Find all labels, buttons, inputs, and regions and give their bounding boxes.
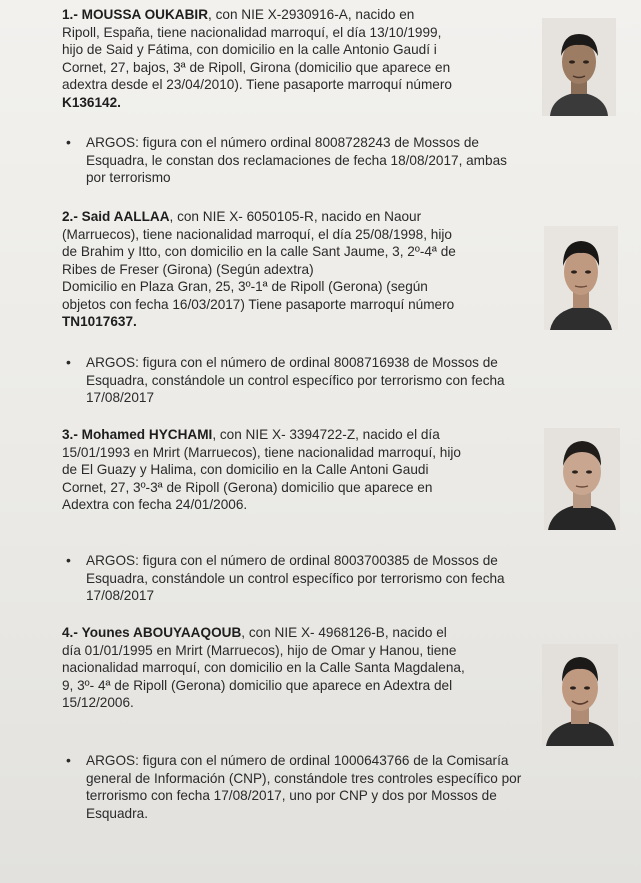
record-1-line-4: adextra desde el 23/04/2010). Tiene pasaporte marroquí número [62, 77, 452, 92]
record-4-argos-line-1: general de Información (CNP), constándole tres controles específico por [86, 770, 522, 786]
record-3-argos-line-1: Esquadra, constándole un control específico por terrorismo con fecha [86, 570, 505, 586]
record-3-line-3: Cornet, 27, 3º-3ª de Ripoll (Gerona) domicilio que aparece en [62, 479, 433, 495]
portrait-photo-icon [544, 428, 620, 530]
record-2-number: 2.- [62, 209, 78, 224]
record-3-argos-line-2: 17/08/2017 [86, 588, 155, 603]
record-2-line-2: de Brahim y Itto, con domicilio en la calle Sant Jaume, 3, 2º-4ª de [62, 244, 456, 259]
record-4-number: 4.- [62, 625, 78, 640]
record-1-photo [542, 18, 616, 116]
record-4-argos-line-0: ARGOS: figura con el número de ordinal 1000643766 de la Comisaría [86, 753, 509, 768]
record-3-line-1: 15/01/1993 en Mrirt (Marruecos), tiene nacionalidad marroquí, hijo [62, 444, 461, 460]
record-2-argos-line-1: Esquadra, constándole un control específico por terrorismo con fecha [86, 372, 505, 388]
record-3-line-4: Adextra con fecha 24/01/2006. [62, 497, 248, 512]
record-1-argos [66, 134, 616, 187]
bullet-icon: • [66, 354, 71, 370]
record-1-passport: K136142. [62, 94, 121, 110]
record-4-name: Younes ABOUYAAQOUB [81, 625, 242, 640]
record-1-argos-line-0: ARGOS: figura con el número ordinal 8008728243 de Mossos de [86, 135, 479, 150]
record-2-name: Said AALLAA [81, 209, 170, 224]
record-4 [62, 624, 622, 821]
record-4-line-2: nacionalidad marroquí, con domicilio en la Calle Santa Magdalena, [62, 660, 465, 675]
bullet-icon: • [66, 134, 71, 150]
record-1-argos-line-2: por terrorismo [86, 170, 171, 185]
record-3 [62, 426, 622, 603]
record-4-argos [66, 752, 616, 822]
record-1-paragraph [62, 6, 524, 111]
record-4-line-1: día 01/01/1995 en Mrirt (Marruecos), hijo de Omar y Hanou, tiene [62, 642, 457, 658]
record-3-number: 3.- [62, 427, 78, 442]
record-2-passport: TN1017637. [62, 314, 137, 329]
record-4-line-4: 15/12/2006. [62, 695, 134, 710]
record-2-argos [66, 354, 616, 407]
record-1-line-0: , con NIE X-2930916-A, nacido en [208, 7, 415, 22]
bullet-icon: • [66, 752, 71, 768]
record-1-name: MOUSSA OUKABIR [81, 7, 209, 22]
record-3-argos-line-0: ARGOS: figura con el número de ordinal 8003700385 de Mossos de [86, 553, 498, 568]
record-2-photo [544, 226, 618, 330]
record-1-number: 1.- [62, 7, 78, 22]
record-2-line-0: , con NIE X- 6050105-R, nacido en Naour [169, 209, 422, 224]
record-4-argos-line-3: Esquadra. [86, 805, 148, 821]
record-2-line-5: objetos con fecha 16/03/2017) Tiene pasaporte marroquí número [62, 296, 455, 312]
record-4-argos-line-2: terrorismo con fecha 17/08/2017, uno por CNP y dos por Mossos de [86, 788, 497, 803]
record-2-paragraph [62, 208, 524, 331]
record-3-photo [544, 428, 620, 530]
record-3-paragraph [62, 426, 524, 514]
record-3-line-0: , con NIE X- 3394722-Z, nacido el día [212, 427, 440, 442]
record-4-line-3: 9, 3º- 4ª de Ripoll (Gerona) domicilio que aparece en Adextra del [62, 677, 453, 693]
record-1-line-1: Ripoll, España, tiene nacionalidad marroquí, el día 13/10/1999, [62, 24, 442, 40]
record-1 [62, 6, 622, 185]
record-2-argos-line-2: 17/08/2017 [86, 390, 155, 405]
record-2-line-1: (Marruecos), tiene nacionalidad marroquí, el día 25/08/1998, hijo [62, 226, 452, 242]
record-4-photo [542, 644, 618, 746]
portrait-photo-icon [544, 226, 618, 330]
record-1-argos-line-1: Esquadra, le constan dos reclamaciones de fecha 18/08/2017, ambas [86, 152, 507, 168]
record-2-argos-line-0: ARGOS: figura con el número de ordinal 8008716938 de Mossos de [86, 355, 498, 370]
portrait-photo-icon [542, 18, 616, 116]
record-4-line-0: , con NIE X- 4968126-B, nacido el [241, 625, 447, 640]
record-3-name: Mohamed HYCHAMI [81, 427, 213, 442]
record-1-line-2: hijo de Said y Fátima, con domicilio en la calle Antonio Gaudí i [62, 42, 437, 57]
record-1-line-3: Cornet, 27, bajos, 3ª de Ripoll, Girona (domicilio que aparece en [62, 59, 451, 75]
record-3-line-2: de El Guazy y Halima, con domicilio en la Calle Antoni Gaudi [62, 462, 429, 477]
record-2-line-3: Ribes de Freser (Girona) (Según adextra) [62, 261, 314, 277]
record-4-paragraph [62, 624, 524, 712]
record-2 [62, 208, 622, 405]
record-3-argos [66, 552, 616, 605]
record-2-line-4: Domicilio en Plaza Gran, 25, 3º-1ª de Ripoll (Gerona) (según [62, 279, 428, 294]
bullet-icon: • [66, 552, 71, 568]
portrait-photo-icon [542, 644, 618, 746]
